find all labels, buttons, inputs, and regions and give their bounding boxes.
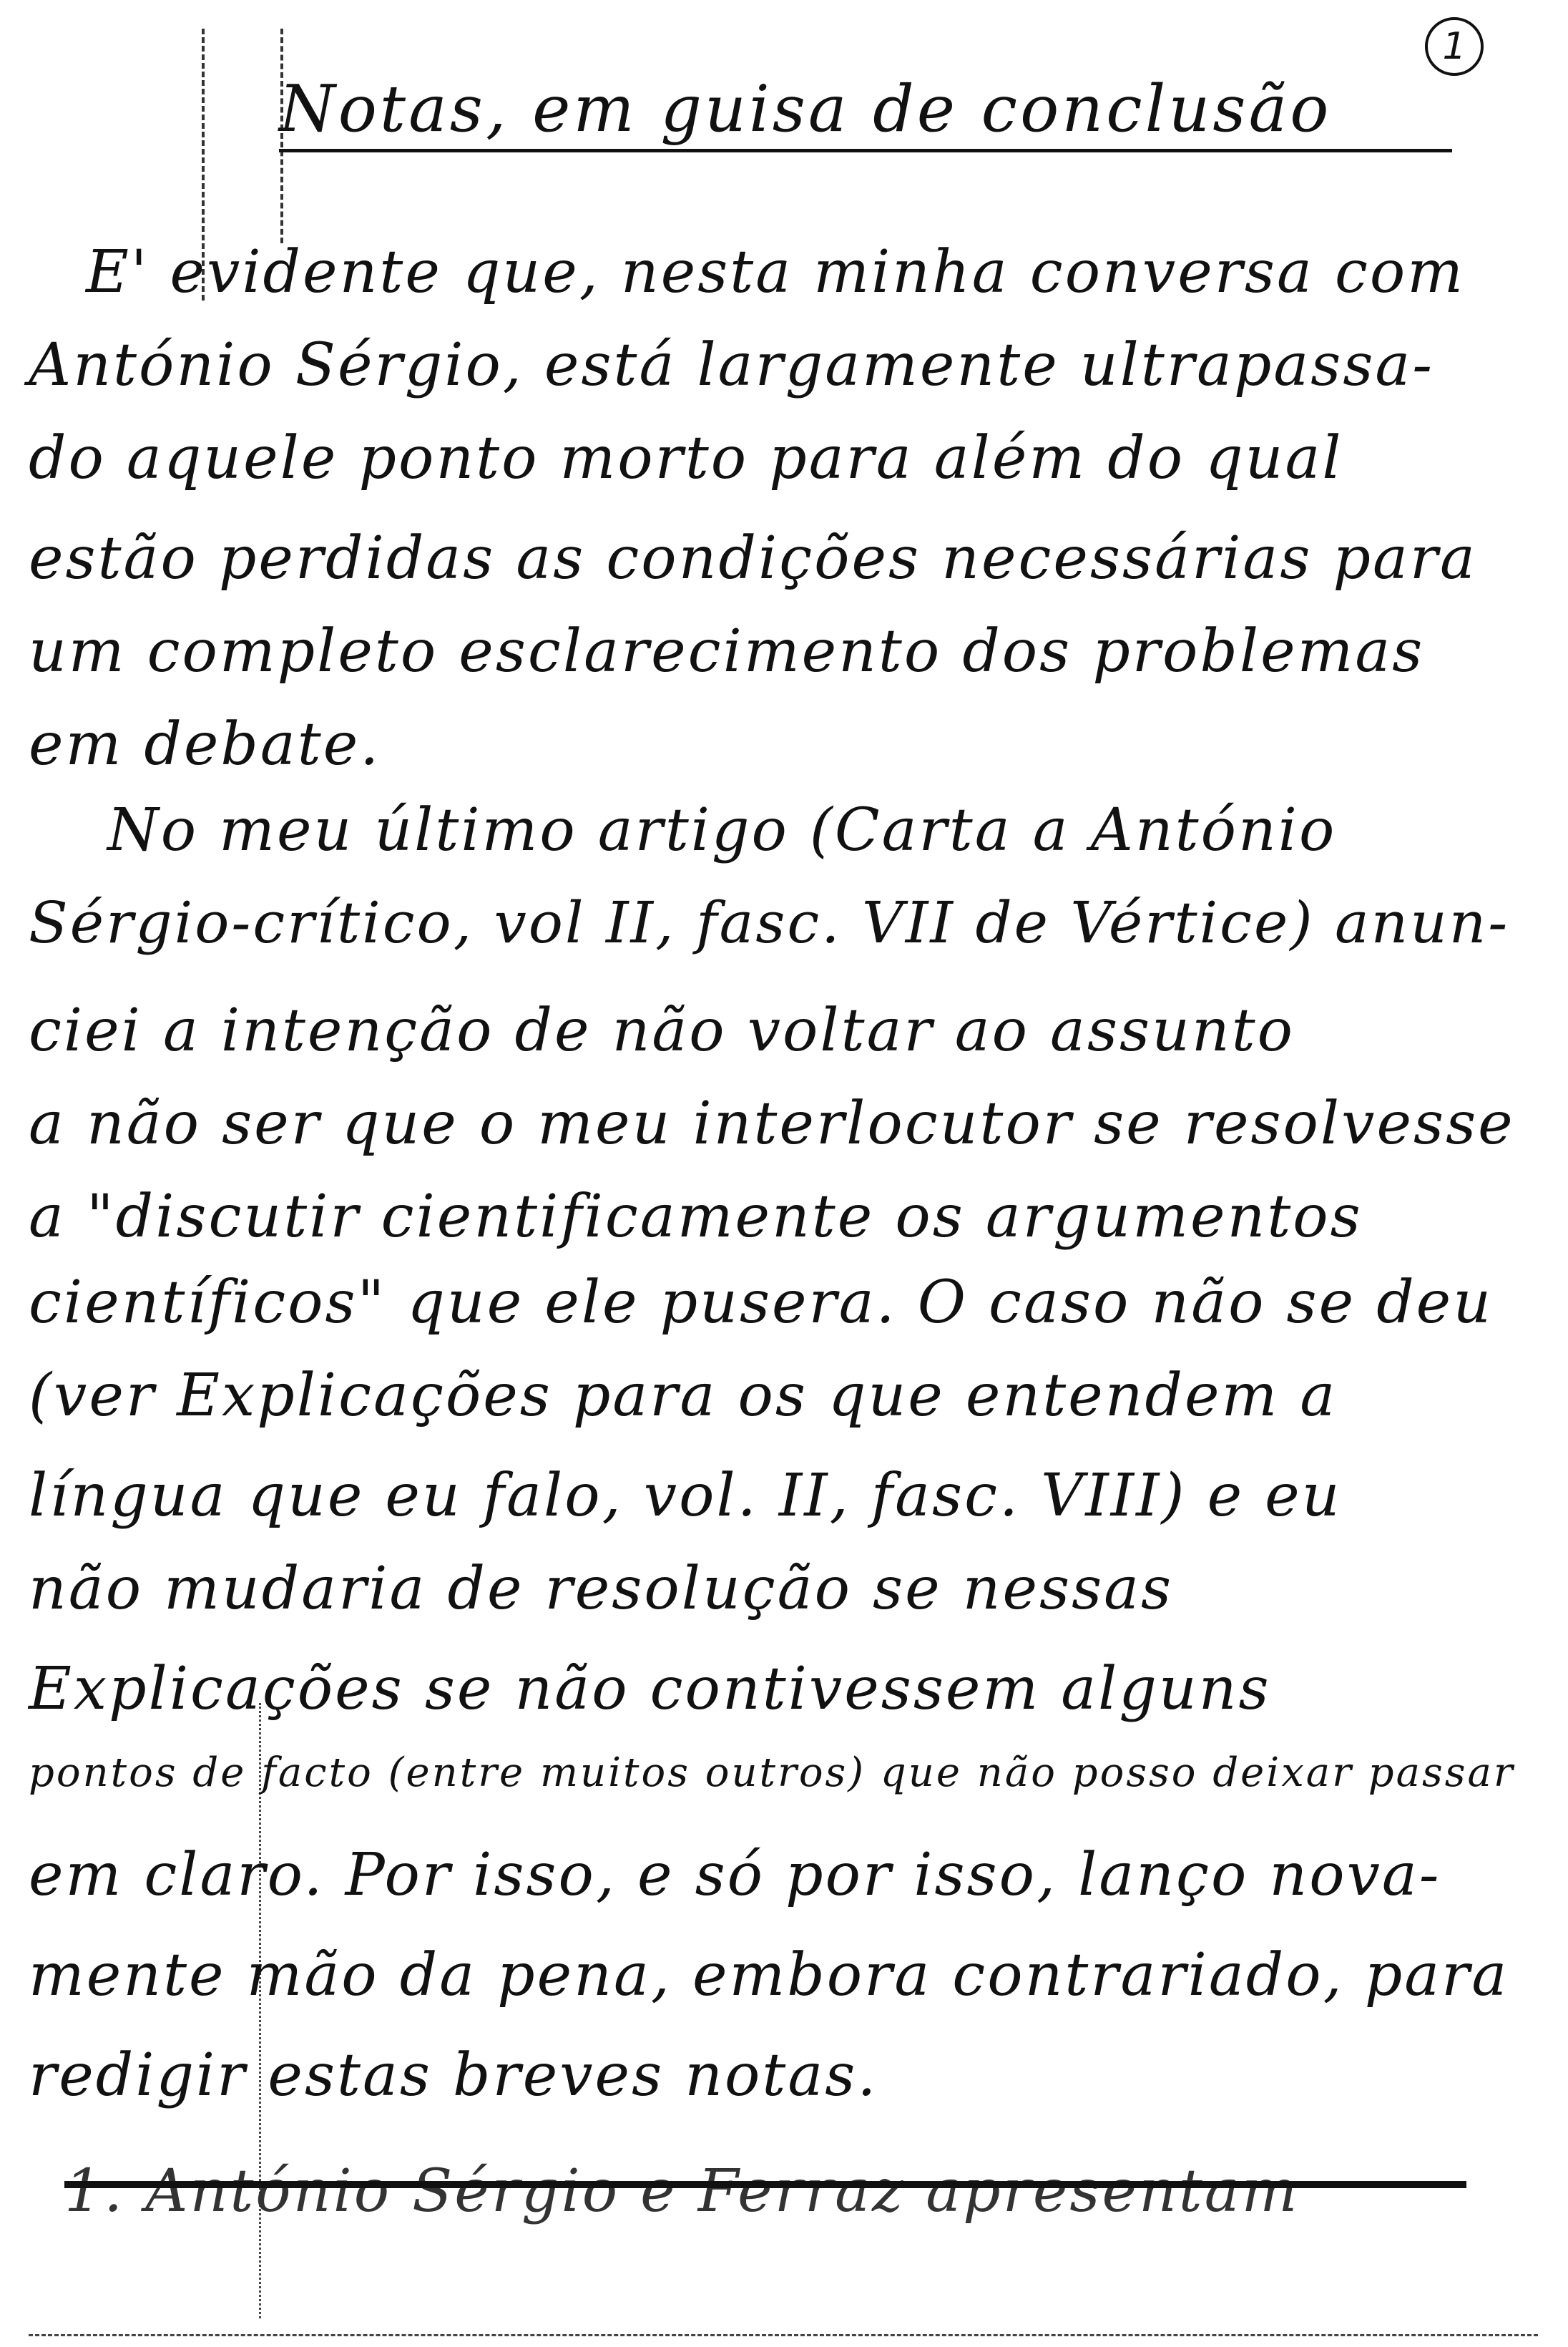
text-line-10: a não ser que o meu interlocutor se resolvesse (29, 1090, 1515, 1158)
page-number: 1 (1425, 17, 1484, 76)
text-line-17: pontos de facto (entre muitos outros) que não posso deixar passar (29, 1750, 1515, 1796)
text-line-9: ciei a intenção de não voltar ao assunto (29, 997, 1295, 1065)
text-line-2: António Sérgio, está largamente ultrapassa- (29, 331, 1434, 399)
text-line-18: em claro. Por isso, e só por isso, lanço nova- (29, 1841, 1441, 1909)
struck-through-line: 1. António Sérgio e Ferraz apresentam (64, 2157, 1300, 2225)
text-line-13: (ver Explicações para os que entendem a (29, 1362, 1338, 1430)
text-line-5: um completo esclarecimento dos problemas (29, 618, 1425, 685)
text-line-20: redigir estas breves notas. (29, 2041, 878, 2109)
text-line-4: estão perdidas as condições necessárias para (29, 524, 1477, 592)
page-bottom-edge (29, 2334, 1538, 2336)
text-line-16: Explicações se não contivessem alguns (29, 1655, 1271, 1723)
strike-through-mark (64, 2181, 1466, 2188)
text-line-12: científicos" que ele pusera. O caso não se deu (29, 1269, 1494, 1337)
title-underline (279, 149, 1452, 152)
text-line-6: em debate. (29, 711, 381, 779)
text-line-3: do aquele ponto morto para além do qual (29, 424, 1343, 492)
text-line-19: mente mão da pena, embora contrariado, para (29, 1941, 1509, 2009)
text-line-7: No meu último artigo (Carta a António (107, 796, 1337, 864)
text-line-11: a "discutir cientificamente os argumentos (29, 1183, 1363, 1251)
text-line-14: língua que eu falo, vol. II, fasc. VIII) e eu (29, 1462, 1342, 1530)
text-line-15: não mudaria de resolução se nessas (29, 1555, 1174, 1623)
text-line-1: E' evidente que, nesta minha conversa com (86, 238, 1466, 306)
page-title: Notas, em guisa de conclusão (279, 72, 1332, 147)
text-line-8: Sérgio-crítico, vol II, fasc. VII de Vértice) anun- (29, 889, 1510, 956)
